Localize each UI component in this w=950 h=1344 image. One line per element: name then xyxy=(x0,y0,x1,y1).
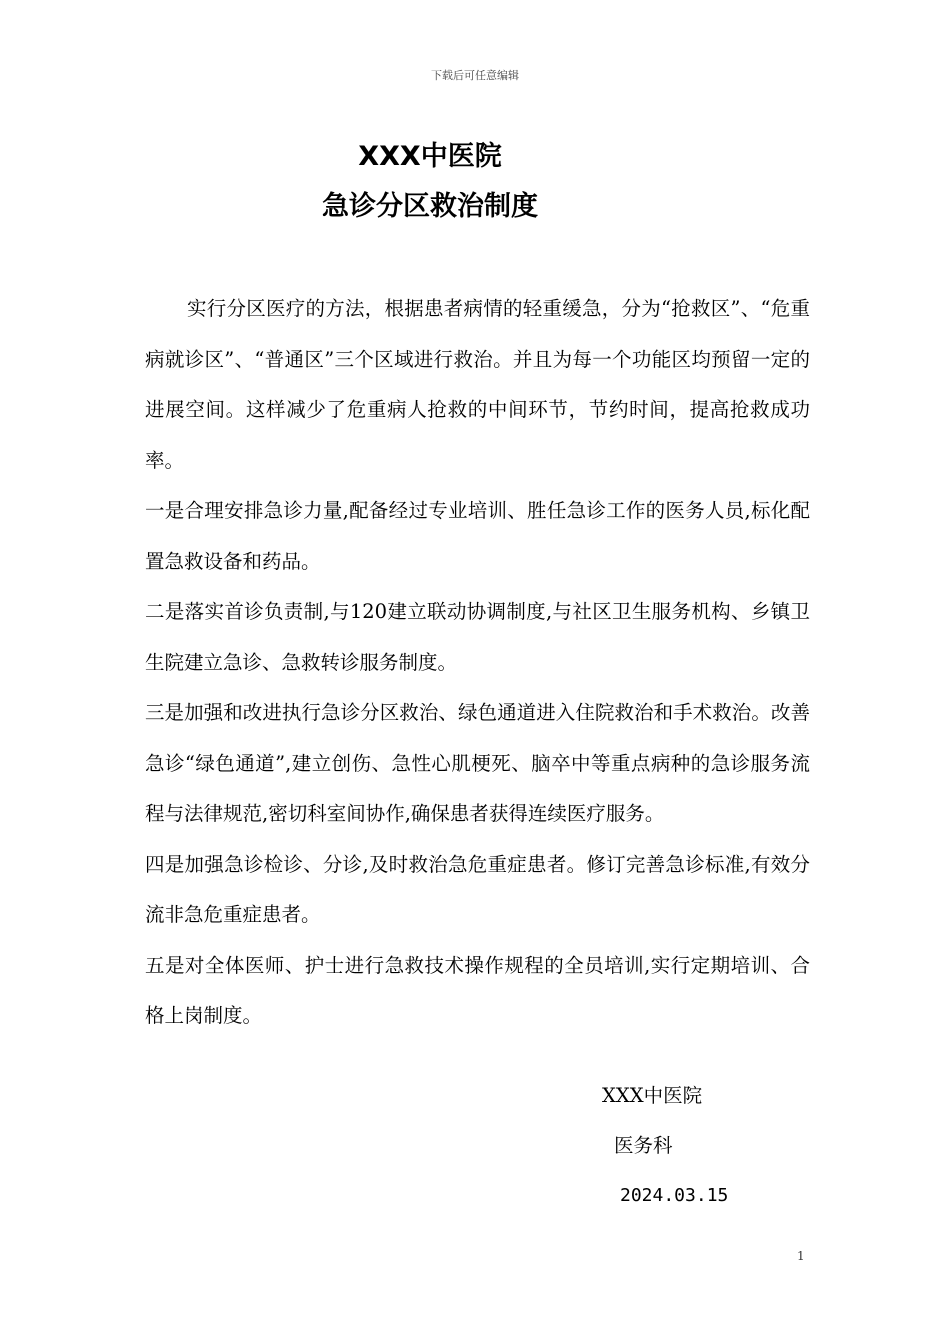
paragraph-item-3: 三是加强和改进执行急诊分区救治、绿色通道进入住院救治和手术救治。改善急诊“绿色通道”,建立创伤、急性心肌梗死、脑卒中等重点病种的急诊服务流程与法律规范,密切科室间协作,确保患者获得连续医疗服务。 xyxy=(145,701,810,825)
signature-department: 医务科 xyxy=(614,1134,673,1157)
header-note: 下载后可任意编辑 xyxy=(431,69,519,82)
paragraph-item-4: 四是加强急诊检诊、分诊,及时救治急危重症患者。修订完善急诊标准,有效分流非急危重症患者。 xyxy=(145,852,810,926)
paragraph-intro: 实行分区医疗的方法，根据患者病情的轻重缓急，分为“抢救区”、“危重病就诊区”、“普通区”三个区域进行救治。并且为每一个功能区均预留一定的进展空间。这样减少了危重病人抢救的中间环节，节约时间，提高抢救成功率。 xyxy=(145,297,810,472)
document-title-hospital: XXX中医院 xyxy=(358,141,502,172)
page-number: 1 xyxy=(797,1249,805,1263)
paragraph-item-2: 二是落实首诊负责制,与120建立联动协调制度,与社区卫生服务机构、乡镇卫生院建立急诊、急救转诊服务制度。 xyxy=(145,600,810,674)
signature-date: 2024.03.15 xyxy=(620,1185,729,1206)
signature-organization: XXX中医院 xyxy=(602,1084,703,1107)
paragraph-item-5: 五是对全体医师、护士进行急救技术操作规程的全员培训,实行定期培训、合格上岗制度。 xyxy=(145,953,810,1027)
document-body xyxy=(145,284,810,1042)
paragraph-item-1: 一是合理安排急诊力量,配备经过专业培训、胜任急诊工作的医务人员,标化配置急救设备和药品。 xyxy=(145,499,810,573)
document-title-policy: 急诊分区救治制度 xyxy=(322,191,538,222)
